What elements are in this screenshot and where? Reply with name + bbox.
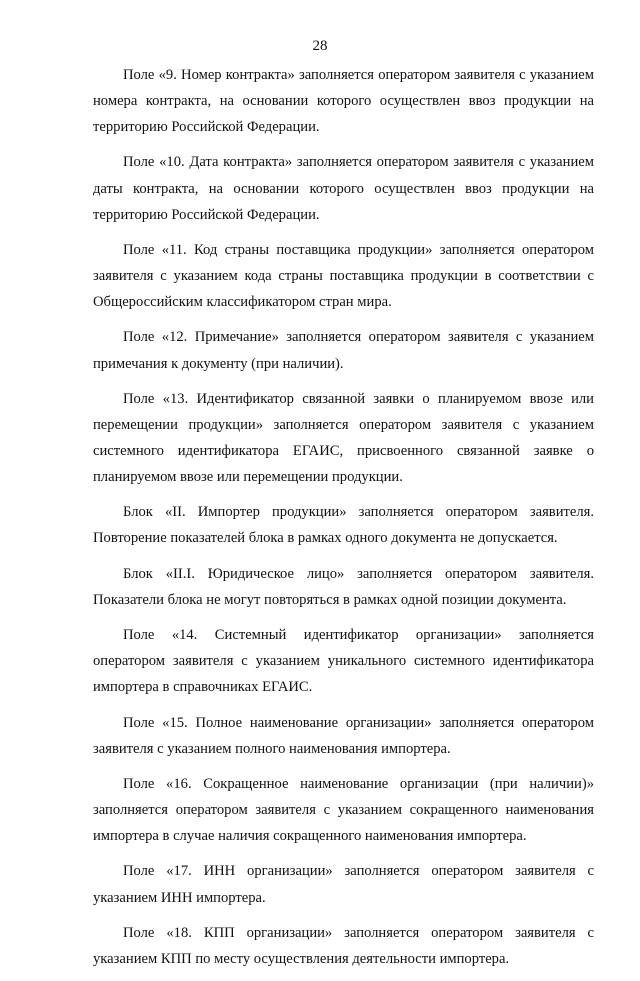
document-body xyxy=(93,62,594,981)
paragraph-field-12: Поле «12. Примечание» заполняется оператором заявителя с указанием примечания к документу (при наличии). xyxy=(93,329,594,372)
paragraph-block-ii-i: Блок «II.I. Юридическое лицо» заполняется оператором заявителя. Показатели блока не могут повторяться в рамках одной позиции документа. xyxy=(93,565,594,608)
paragraph-block-ii: Блок «II. Импортер продукции» заполняется оператором заявителя. Повторение показателей блока в рамках одного документа не допускается. xyxy=(93,504,594,547)
page-number: 28 xyxy=(312,38,328,54)
paragraph-field-18: Поле «18. КПП организации» заполняется оператором заявителя с указанием КПП по месту осуществления деятельности импортера. xyxy=(93,924,594,967)
paragraph-field-15: Поле «15. Полное наименование организации» заполняется оператором заявителя с указанием полного наименования импортера. xyxy=(93,714,594,757)
paragraph-field-16: Поле «16. Сокращенное наименование организации (при наличии)» заполняется оператором заявителя с указанием сокращенного наименования импортера в случае наличия сокращенного наименования импортера. xyxy=(93,775,594,845)
paragraph-field-14: Поле «14. Системный идентификатор организации» заполняется оператором заявителя с указанием уникального системного идентификатора импортера в справочниках ЕГАИС. xyxy=(93,627,594,696)
paragraph-field-11: Поле «11. Код страны поставщика продукции» заполняется оператором заявителя с указанием кода страны поставщика продукции в соответствии с Общероссийским классификатором стран мира. xyxy=(93,241,594,311)
paragraph-field-10: Поле «10. Дата контракта» заполняется оператором заявителя с указанием даты контракта, на основании которого осуществлен ввоз продукции на территорию Российской Федерации. xyxy=(93,154,594,223)
paragraph-field-9: Поле «9. Номер контракта» заполняется оператором заявителя с указанием номера контракта, на основании которого осуществлен ввоз продукции на территорию Российской Федерации. xyxy=(93,67,594,136)
paragraph-field-17: Поле «17. ИНН организации» заполняется оператором заявителя с указанием ИНН импортера. xyxy=(93,863,594,906)
paragraph-field-13: Поле «13. Идентификатор связанной заявки о планируемом ввозе или перемещении продукции» заполняется оператором заявителя с указанием системного идентификатора ЕГАИС, присвоенного связанной заявке о планируемом ввозе или перемещении продукции. xyxy=(93,390,594,486)
